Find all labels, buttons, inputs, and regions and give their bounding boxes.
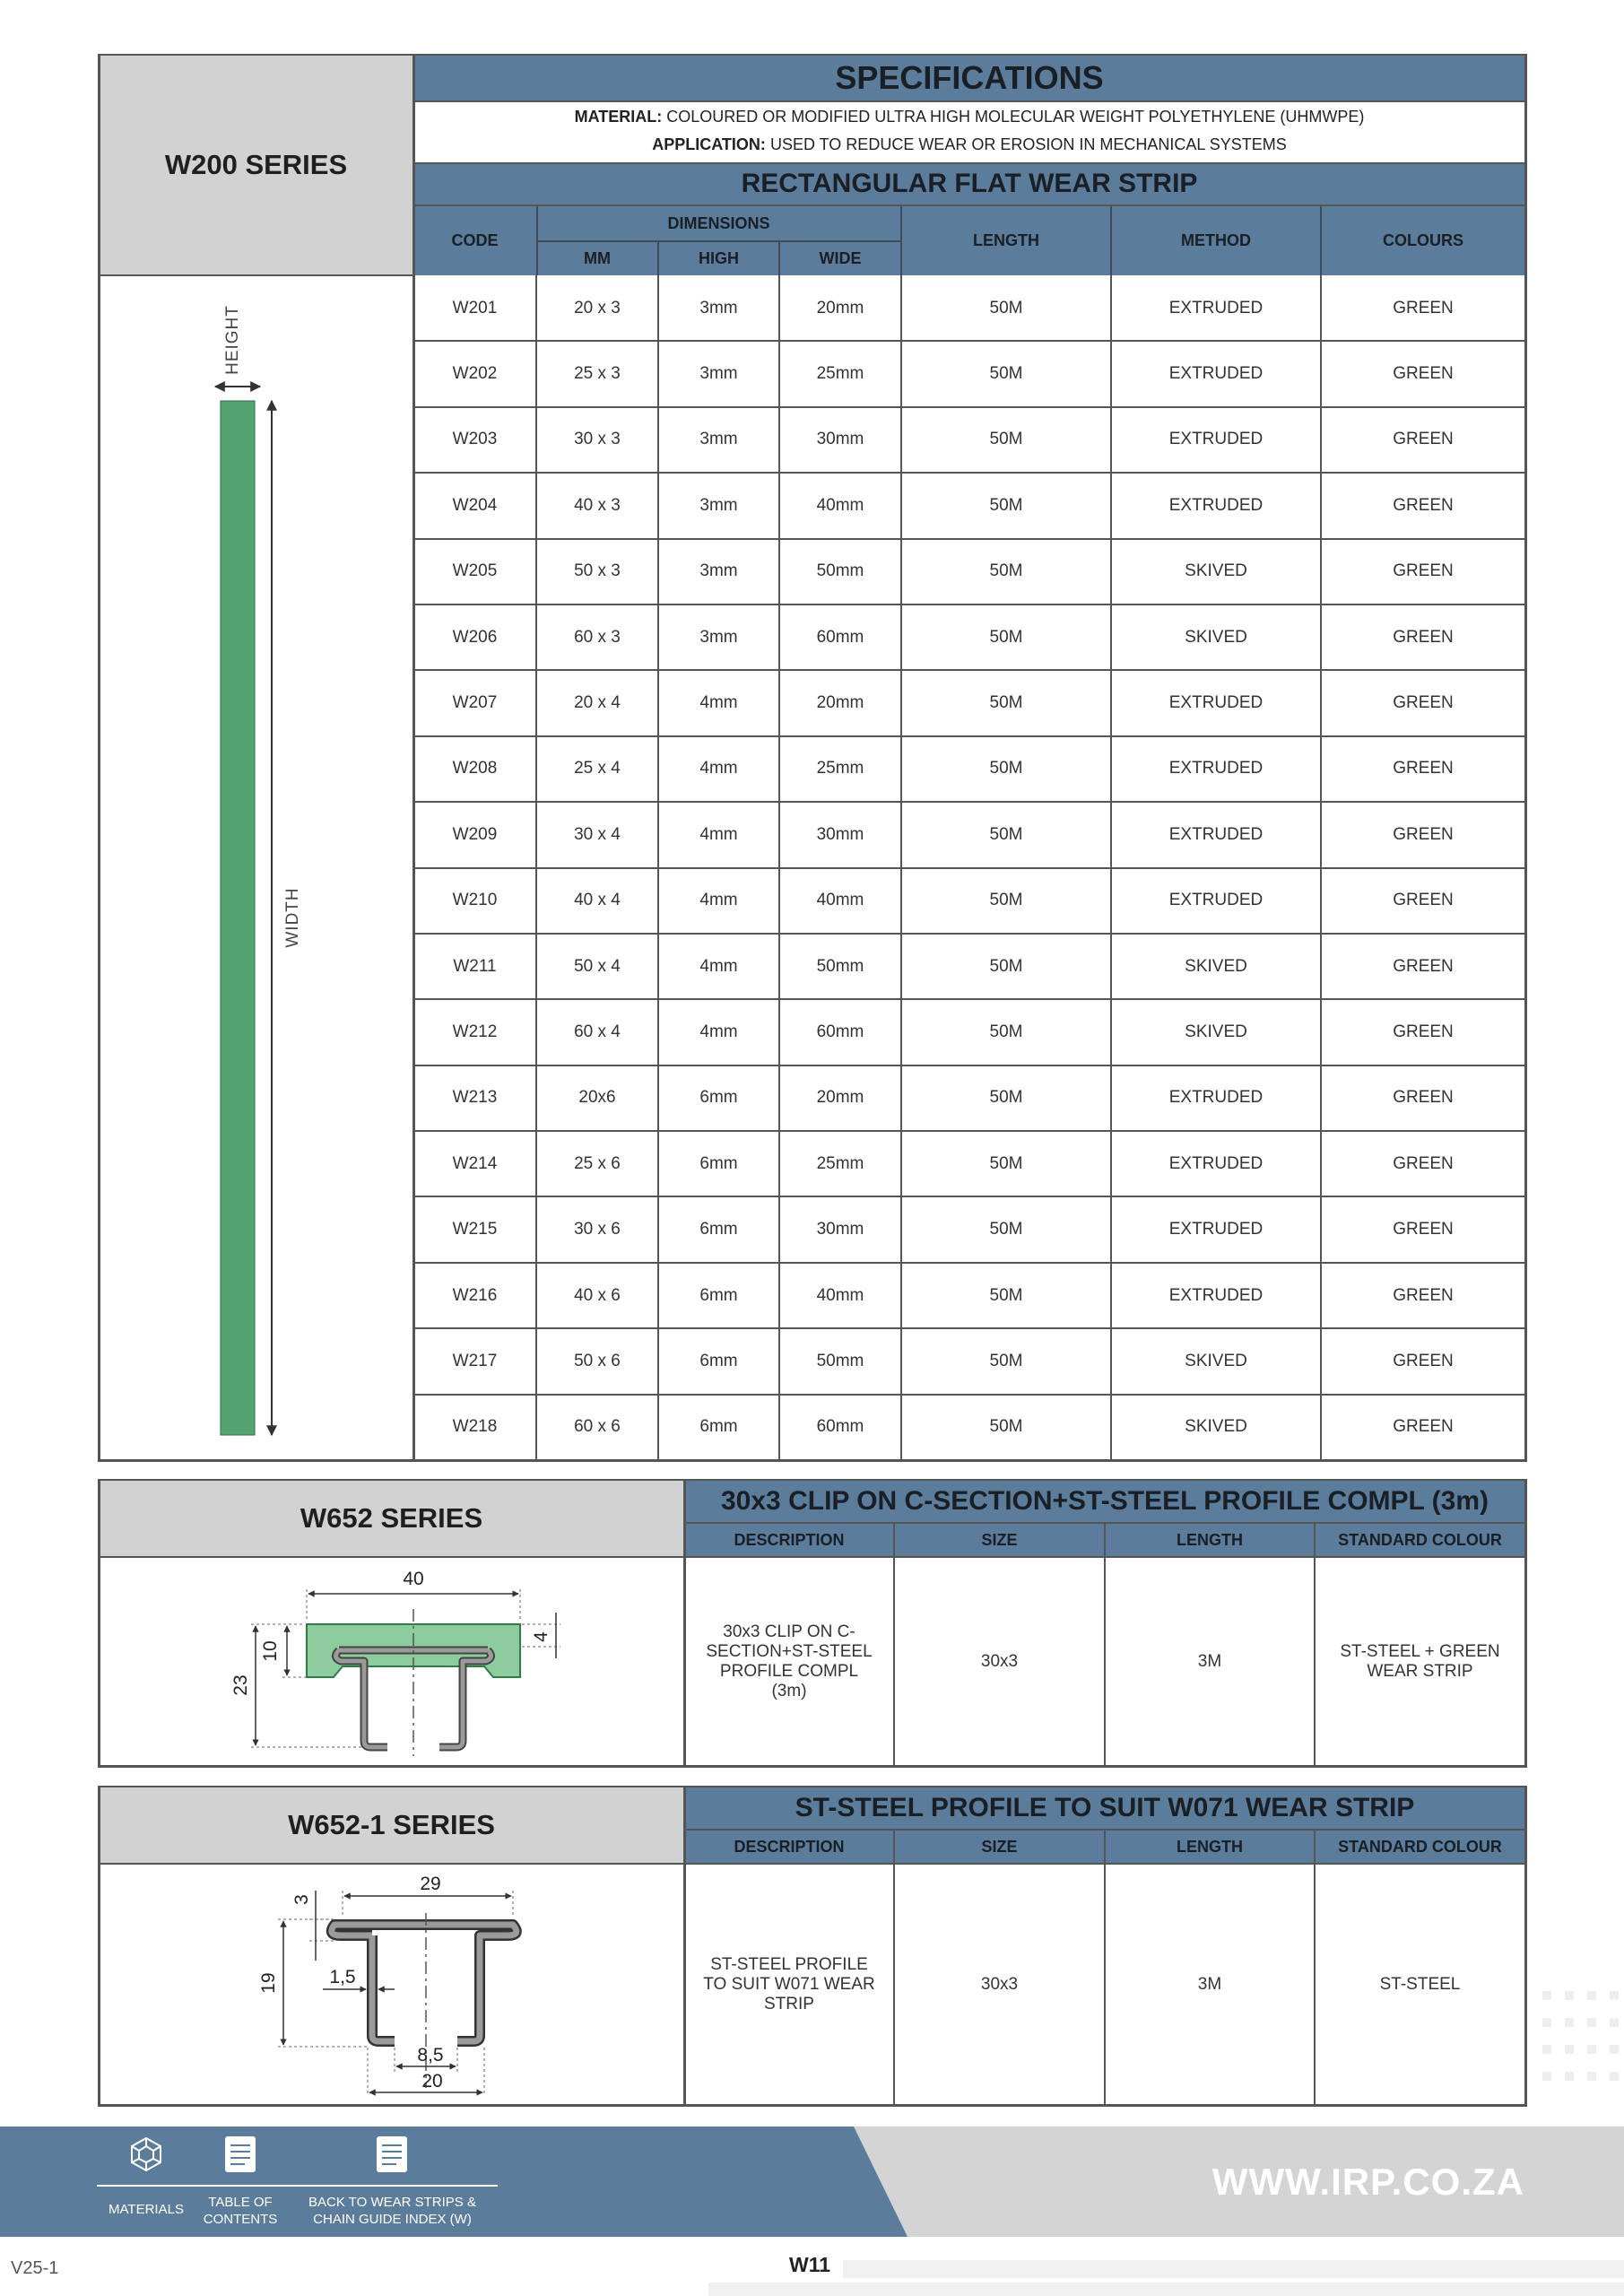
cell-colour: GREEN bbox=[1393, 1417, 1454, 1437]
header-dimensions: DIMENSIONS bbox=[667, 213, 770, 232]
cell-wide: 20mm bbox=[816, 298, 864, 317]
w652-description: 30x3 CLIP ON C-SECTION+ST-STEEL PROFILE COMPL (3m) bbox=[706, 1622, 873, 1700]
cell-length: 50M bbox=[989, 627, 1023, 647]
cell-mm: 25 x 4 bbox=[574, 759, 621, 778]
cell-mm: 30 x 4 bbox=[574, 824, 621, 844]
cell-high: 4mm bbox=[699, 891, 738, 910]
cell-wide: 60mm bbox=[816, 1022, 864, 1041]
cell-length: 50M bbox=[989, 759, 1023, 778]
cell-method: EXTRUDED bbox=[1168, 298, 1264, 317]
cell-code: W213 bbox=[452, 1088, 498, 1108]
document-icon bbox=[195, 2133, 285, 2182]
w652-1-dim-bottom: 20 bbox=[421, 2071, 443, 2092]
cell-colour: GREEN bbox=[1393, 1153, 1454, 1173]
cell-code: W218 bbox=[452, 1417, 498, 1437]
cell-method: EXTRUDED bbox=[1168, 891, 1264, 910]
w652-length: 3M bbox=[1197, 1651, 1222, 1671]
cell-high: 3mm bbox=[699, 627, 738, 647]
cell-high: 4mm bbox=[699, 693, 738, 713]
cell-high: 4mm bbox=[699, 759, 738, 778]
bottom-pattern bbox=[708, 2242, 1624, 2296]
cell-method: SKIVED bbox=[1185, 561, 1247, 581]
cell-mm: 25 x 6 bbox=[574, 1153, 621, 1173]
cell-colour: GREEN bbox=[1393, 891, 1454, 910]
cell-high: 4mm bbox=[699, 824, 738, 844]
cell-colour: GREEN bbox=[1393, 561, 1454, 581]
w652-1-length: 3M bbox=[1197, 1974, 1222, 1994]
header-high: HIGH bbox=[699, 248, 739, 267]
nav-divider bbox=[97, 2185, 498, 2187]
cell-wide: 25mm bbox=[816, 759, 864, 778]
cell-length: 50M bbox=[989, 824, 1023, 844]
w652-1-description: ST-STEEL PROFILE TO SUIT W071 WEAR STRIP bbox=[703, 1954, 875, 2013]
w652-header-description: DESCRIPTION bbox=[684, 1523, 894, 1557]
material-label: MATERIAL: bbox=[574, 108, 663, 126]
cell-method: SKIVED bbox=[1185, 627, 1247, 647]
decorative-dots bbox=[1524, 1973, 1624, 2117]
spec-details bbox=[413, 101, 1525, 162]
cell-code: W210 bbox=[452, 891, 498, 910]
cell-length: 50M bbox=[989, 561, 1023, 581]
cell-colour: GREEN bbox=[1393, 1022, 1454, 1041]
cell-high: 4mm bbox=[699, 1022, 738, 1041]
w652-1-colour: ST-STEEL bbox=[1379, 1974, 1461, 1994]
w652-colour: ST-STEEL + GREEN WEAR STRIP bbox=[1340, 1641, 1500, 1681]
cell-mm: 30 x 3 bbox=[574, 430, 621, 449]
page-number: W11 bbox=[789, 2253, 831, 2276]
cell-colour: GREEN bbox=[1393, 1351, 1454, 1370]
cell-mm: 60 x 3 bbox=[574, 627, 621, 647]
cell-length: 50M bbox=[989, 1417, 1023, 1437]
w652-dim-inner: 10 bbox=[260, 1640, 281, 1662]
cell-mm: 20 x 3 bbox=[574, 298, 621, 317]
version-label: V25-1 bbox=[11, 2258, 59, 2278]
w652-1-header-size: SIZE bbox=[894, 1830, 1105, 1864]
cell-method: EXTRUDED bbox=[1168, 1220, 1264, 1239]
cell-wide: 30mm bbox=[816, 430, 864, 449]
spec-title: SPECIFICATIONS bbox=[413, 55, 1525, 101]
nav-table-of-contents[interactable] bbox=[195, 2133, 285, 2231]
cell-length: 50M bbox=[989, 1153, 1023, 1173]
cell-code: W203 bbox=[452, 430, 498, 449]
cell-colour: GREEN bbox=[1393, 1285, 1454, 1305]
cell-colour: GREEN bbox=[1393, 1088, 1454, 1108]
w652-title: 30x3 CLIP ON C-SECTION+ST-STEEL PROFILE COMPL (3m) bbox=[684, 1480, 1525, 1523]
cell-mm: 50 x 4 bbox=[574, 956, 621, 976]
cell-wide: 60mm bbox=[816, 627, 864, 647]
cell-high: 6mm bbox=[699, 1153, 738, 1173]
w652-1-series-label: W652-1 SERIES bbox=[99, 1787, 684, 1864]
cell-method: EXTRUDED bbox=[1168, 495, 1264, 515]
cell-wide: 50mm bbox=[816, 1351, 864, 1370]
document-icon bbox=[296, 2133, 489, 2182]
cell-high: 6mm bbox=[699, 1285, 738, 1305]
cell-length: 50M bbox=[989, 1088, 1023, 1108]
cell-code: W217 bbox=[452, 1351, 498, 1370]
cell-length: 50M bbox=[989, 956, 1023, 976]
w652-1-title: ST-STEEL PROFILE TO SUIT W071 WEAR STRIP bbox=[684, 1787, 1525, 1830]
nav-back-to-index-label: BACK TO WEAR STRIPS & CHAIN GUIDE INDEX (W) bbox=[308, 2195, 476, 2227]
application-label: APPLICATION: bbox=[652, 135, 766, 153]
w652-1-header-colour: STANDARD COLOUR bbox=[1315, 1830, 1525, 1864]
cell-high: 4mm bbox=[699, 956, 738, 976]
header-method: METHOD bbox=[1181, 230, 1251, 249]
cell-colour: GREEN bbox=[1393, 430, 1454, 449]
w652-header-length: LENGTH bbox=[1105, 1523, 1315, 1557]
header-length: LENGTH bbox=[973, 230, 1039, 249]
cell-colour: GREEN bbox=[1393, 364, 1454, 384]
material-text: COLOURED OR MODIFIED ULTRA HIGH MOLECULAR WEIGHT POLYETHYLENE (UHMWPE) bbox=[666, 108, 1365, 126]
cell-wide: 30mm bbox=[816, 824, 864, 844]
cell-colour: GREEN bbox=[1393, 1220, 1454, 1239]
cell-method: EXTRUDED bbox=[1168, 1285, 1264, 1305]
cell-length: 50M bbox=[989, 891, 1023, 910]
cell-wide: 60mm bbox=[816, 1417, 864, 1437]
materials-icon bbox=[97, 2133, 195, 2182]
cell-code: W211 bbox=[453, 956, 497, 976]
header-mm: MM bbox=[584, 248, 611, 267]
header-code: CODE bbox=[451, 230, 499, 249]
w652-header-size: SIZE bbox=[894, 1523, 1105, 1557]
header-colours: COLOURS bbox=[1383, 230, 1463, 249]
cell-method: EXTRUDED bbox=[1168, 759, 1264, 778]
cell-colour: GREEN bbox=[1393, 693, 1454, 713]
cell-method: EXTRUDED bbox=[1168, 824, 1264, 844]
cell-method: EXTRUDED bbox=[1168, 364, 1264, 384]
cell-code: W209 bbox=[452, 824, 498, 844]
cell-colour: GREEN bbox=[1393, 824, 1454, 844]
cell-colour: GREEN bbox=[1393, 627, 1454, 647]
w652-1-profile-diagram bbox=[99, 1864, 684, 2105]
cell-mm: 30 x 6 bbox=[574, 1220, 621, 1239]
header-wide: WIDE bbox=[819, 248, 862, 267]
cell-wide: 50mm bbox=[816, 561, 864, 581]
cell-colour: GREEN bbox=[1393, 956, 1454, 976]
cell-length: 50M bbox=[989, 1285, 1023, 1305]
cell-wide: 25mm bbox=[816, 1153, 864, 1173]
cell-method: SKIVED bbox=[1185, 956, 1247, 976]
nav-materials-label: MATERIALS bbox=[109, 2202, 184, 2217]
cell-high: 6mm bbox=[699, 1417, 738, 1437]
cell-mm: 50 x 3 bbox=[574, 561, 621, 581]
cell-mm: 40 x 4 bbox=[574, 891, 621, 910]
w652-1-header-description: DESCRIPTION bbox=[684, 1830, 894, 1864]
w652-1-header-length: LENGTH bbox=[1105, 1830, 1315, 1864]
cell-method: EXTRUDED bbox=[1168, 430, 1264, 449]
cell-mm: 20x6 bbox=[578, 1088, 616, 1108]
cell-high: 3mm bbox=[699, 364, 738, 384]
cell-wide: 40mm bbox=[816, 1285, 864, 1305]
cell-wide: 40mm bbox=[816, 891, 864, 910]
cell-high: 6mm bbox=[699, 1220, 738, 1239]
cell-code: W208 bbox=[452, 759, 498, 778]
cell-wide: 30mm bbox=[816, 1220, 864, 1239]
cell-high: 3mm bbox=[699, 495, 738, 515]
cell-mm: 60 x 6 bbox=[574, 1417, 621, 1437]
cell-mm: 40 x 6 bbox=[574, 1285, 621, 1305]
cell-high: 6mm bbox=[699, 1351, 738, 1370]
width-label: WIDTH bbox=[283, 887, 302, 948]
cell-code: W214 bbox=[452, 1153, 498, 1173]
cell-mm: 40 x 3 bbox=[574, 495, 621, 515]
cell-colour: GREEN bbox=[1393, 298, 1454, 317]
application-text: USED TO REDUCE WEAR OR EROSION IN MECHANICAL SYSTEMS bbox=[769, 135, 1287, 153]
cell-code: W212 bbox=[452, 1022, 498, 1041]
w652-profile-diagram bbox=[99, 1557, 684, 1766]
cell-wide: 20mm bbox=[816, 693, 864, 713]
cell-method: SKIVED bbox=[1185, 1351, 1247, 1370]
material-line bbox=[413, 108, 1525, 126]
cell-length: 50M bbox=[989, 693, 1023, 713]
cell-mm: 25 x 3 bbox=[574, 364, 621, 384]
cell-length: 50M bbox=[989, 495, 1023, 515]
cell-mm: 60 x 4 bbox=[574, 1022, 621, 1041]
w200-series-label: W200 SERIES bbox=[99, 55, 413, 275]
cell-method: SKIVED bbox=[1185, 1417, 1247, 1437]
cell-wide: 40mm bbox=[816, 495, 864, 515]
flat-strip-diagram bbox=[99, 275, 413, 1460]
w652-size: 30x3 bbox=[980, 1651, 1019, 1671]
cell-method: SKIVED bbox=[1185, 1022, 1247, 1041]
cell-method: EXTRUDED bbox=[1168, 693, 1264, 713]
product-title: RECTANGULAR FLAT WEAR STRIP bbox=[413, 162, 1525, 205]
cell-length: 50M bbox=[989, 298, 1023, 317]
cell-code: W207 bbox=[452, 693, 498, 713]
cell-high: 6mm bbox=[699, 1088, 738, 1108]
w652-1-dim-gap: 8,5 bbox=[417, 2045, 444, 2066]
cell-colour: GREEN bbox=[1393, 495, 1454, 515]
green-strip bbox=[221, 401, 255, 1435]
nav-back-to-index[interactable] bbox=[296, 2133, 489, 2231]
cell-high: 3mm bbox=[699, 430, 738, 449]
cell-high: 3mm bbox=[699, 561, 738, 581]
w652-1-dim-top: 29 bbox=[420, 1874, 441, 1894]
cell-code: W204 bbox=[452, 495, 498, 515]
w652-1-size: 30x3 bbox=[980, 1974, 1019, 1994]
cell-mm: 20 x 4 bbox=[574, 693, 621, 713]
cell-code: W206 bbox=[452, 627, 498, 647]
website-link[interactable]: WWW.IRP.CO.ZA bbox=[1211, 2160, 1524, 2203]
cell-code: W205 bbox=[452, 561, 498, 581]
cell-length: 50M bbox=[989, 430, 1023, 449]
cell-mm: 50 x 6 bbox=[574, 1351, 621, 1370]
cell-colour: GREEN bbox=[1393, 759, 1454, 778]
cell-wide: 50mm bbox=[816, 956, 864, 976]
nav-table-of-contents-label: TABLE OF CONTENTS bbox=[203, 2195, 278, 2227]
cell-method: EXTRUDED bbox=[1168, 1088, 1264, 1108]
cell-code: W201 bbox=[452, 298, 498, 317]
cell-wide: 25mm bbox=[816, 364, 864, 384]
cell-code: W215 bbox=[452, 1220, 498, 1239]
cell-length: 50M bbox=[989, 1351, 1023, 1370]
cell-length: 50M bbox=[989, 1220, 1023, 1239]
w652-dim-thick: 4 bbox=[531, 1631, 551, 1642]
height-label: HEIGHT bbox=[223, 305, 242, 375]
application-line bbox=[413, 135, 1525, 154]
w652-dim-width: 40 bbox=[403, 1569, 424, 1589]
w652-1-dim-height: 19 bbox=[258, 1972, 279, 1994]
nav-materials[interactable] bbox=[97, 2133, 195, 2231]
w652-1-dim-wall: 1,5 bbox=[329, 1967, 356, 1987]
cell-length: 50M bbox=[989, 1022, 1023, 1041]
w652-series-label: W652 SERIES bbox=[99, 1480, 684, 1557]
cell-code: W216 bbox=[452, 1285, 498, 1305]
cell-length: 50M bbox=[989, 364, 1023, 384]
w652-dim-height: 23 bbox=[230, 1674, 251, 1696]
cell-method: EXTRUDED bbox=[1168, 1153, 1264, 1173]
w652-1-dim-lip: 3 bbox=[291, 1894, 312, 1905]
w652-header-colour: STANDARD COLOUR bbox=[1315, 1523, 1525, 1557]
cell-wide: 20mm bbox=[816, 1088, 864, 1108]
cell-code: W202 bbox=[452, 364, 498, 384]
cell-high: 3mm bbox=[699, 298, 738, 317]
